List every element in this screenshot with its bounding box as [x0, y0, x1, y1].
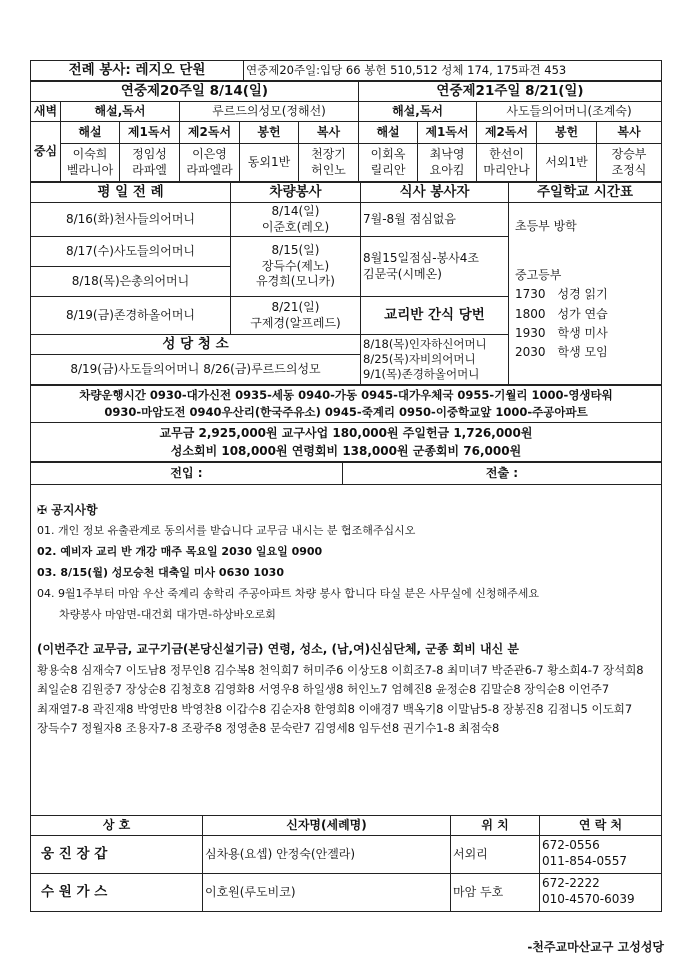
- role-header: 제1독서: [120, 122, 180, 144]
- header-table: [30, 60, 662, 81]
- vehicle-entry: 8/14(일) 이준호(레오): [231, 203, 361, 237]
- role-header: 봉헌: [537, 122, 597, 144]
- weekday-mass-item: 8/17(수)사도들의어머니: [31, 237, 231, 267]
- donors-list: 황용숙8 심재숙7 이도남8 정무인8 김수복8 천익희7 허미주6 이상도8 이희조7-8 최미녀7 박준관6-7 황소희4-7 장석희8 최일순8 김원중7 장상순8 김청호8 김영화8 서영우8 하일생8 허인노7 엄혜진8 윤정순8 김말순8 장익순8 이언주7 최재열7-8 곽진재8 박영만8 박영찬8 이갑수8 김순자8 한영희8 이애경7 백옥기8 이말남5-8 장봉진8 김점니5 이도희7 장득수7 정월자8 조용자7-8 조광주8 정영춘8 문숙란7 김영세8 임두선8 권기수1-8 최점숙8: [37, 662, 644, 736]
- move-in: 전입 :: [31, 462, 343, 484]
- parish-footer: -천주교마산교구 고성성당: [527, 940, 664, 954]
- notice-item-continued: 차량봉사 마암면-대건회 대가면-하상바오로회: [59, 607, 276, 621]
- cleaning-title: 성 당 청 소: [31, 335, 361, 355]
- week20-role-person: 정임성 라파엘: [120, 144, 180, 182]
- week21-role-person: 이회옥 릴리안: [359, 144, 418, 182]
- week21-role-person: 장승부 조정식: [597, 144, 662, 182]
- weekday-mass-item: 8/19(금)존경하올어머니: [31, 297, 231, 335]
- vehicle-header: 차량봉사: [231, 183, 361, 203]
- vehicle-entry: 8/15(일) 장득수(제노) 유경희(모니카): [231, 237, 361, 297]
- business-location: 마암 두호: [451, 873, 540, 911]
- ads-table: [30, 815, 662, 912]
- elementary-note: 초등부 방학: [515, 219, 577, 233]
- business-location: 서외리: [451, 835, 540, 873]
- schedule-table: [30, 182, 662, 385]
- notice-section: [30, 485, 662, 815]
- role-header: 해설: [61, 122, 120, 144]
- role-header: 제1독서: [418, 122, 477, 144]
- cleaning-schedule: 8/19(금)사도들의어머니 8/26(금)루르드의성모: [31, 355, 361, 385]
- meal-header: 식사 봉사자: [361, 183, 509, 203]
- notice-item: 02. 예비자 교리 반 개강 매주 목요일 2030 일요일 0900: [37, 545, 323, 559]
- business-owner: 이호원(루도비코): [203, 873, 451, 911]
- business-owner: 심차용(요셉) 안정숙(안젤라): [203, 835, 451, 873]
- move-out: 전출 :: [343, 462, 662, 484]
- role-header: 제2독서: [477, 122, 537, 144]
- week20-dawn-role: 해설,독서: [61, 102, 180, 122]
- donors-title: (이번주간 교무금, 교구기금(본당신설기금) 연령, 성소, (남,여)신심단체, 군종 회비 내신 분: [37, 641, 519, 656]
- notice-title: ✠ 공지사항: [37, 502, 98, 517]
- week21-role-person: 한선이 마리안나: [477, 144, 537, 182]
- week21-title: 연중제21주일 8/21(일): [359, 82, 662, 102]
- hymn-info: 연중제20주일:입당 66 봉헌 510,512 성체 174, 175파견 453: [244, 61, 662, 81]
- vehicle-entry: 8/21(일) 구제경(알프레드): [231, 297, 361, 335]
- bus-finance-table: [30, 385, 662, 461]
- week20-dawn-person: 루르드의성모(정해선): [180, 102, 359, 122]
- meal-item: 7월-8월 점심없음: [361, 203, 509, 237]
- bulletin-sheet: [30, 60, 662, 912]
- middle-school-title: 중고등부: [515, 268, 562, 283]
- role-header: 복사: [597, 122, 662, 144]
- snack-list: 8/18(목)인자하신어머니 8/25(목)자비의어머니 9/1(목)존경하올어머니: [361, 335, 509, 385]
- bus-schedule: 차량운행시간 0930-대가신전 0935-세동 0940-가동 0945-대가우체국 0955-기월리 1000-영생타워 0930-마암도전 0940우산리(한국주유소) 0945-죽계리 0950-이중학교앞 1000-주공아파트: [31, 386, 662, 422]
- weekday-mass-item: 8/18(목)은총의어머니: [31, 267, 231, 297]
- move-table: [30, 462, 662, 485]
- sunday-roles-table: [30, 81, 662, 182]
- dawn-label: 새벽: [31, 102, 61, 122]
- week21-dawn-role: 해설,독서: [359, 102, 477, 122]
- notice-item: 01. 개인 정보 유출관계로 동의서를 받습니다 교무금 내시는 분 협조해주십시오: [37, 524, 416, 538]
- week21-role-person: 최낙영 요아킴: [418, 144, 477, 182]
- liturgy-title: 전례 봉사: 레지오 단원: [31, 61, 244, 81]
- weekday-mass-header: 평 일 전 례: [31, 183, 231, 203]
- week21-dawn-person: 사도들의어머니(조계숙): [477, 102, 662, 122]
- meal-item: 8월15일점심-봉사4조 김문국(시메온): [361, 237, 509, 297]
- ads-header: 신자명(세례명): [203, 815, 451, 835]
- week20-role-person: 이숙희 벨라니아: [61, 144, 120, 182]
- business-name: 웅 진 장 갑: [31, 835, 203, 873]
- snack-duty-title: 교리반 간식 당번: [361, 297, 509, 335]
- finance-summary: 교무금 2,925,000원 교구사업 180,000원 주일헌금 1,726,000원 성소회비 108,000원 연령회비 138,000원 군종회비 76,000원: [31, 422, 662, 461]
- week20-title: 연중제20주일 8/14(일): [31, 82, 359, 102]
- business-name: 수 원 가 스: [31, 873, 203, 911]
- ads-header: 연 락 처: [540, 815, 662, 835]
- ads-header: 상 호: [31, 815, 203, 835]
- business-phone: 672-0556 011-854-0557: [540, 835, 662, 873]
- business-phone: 672-2222 010-4570-6039: [540, 873, 662, 911]
- mid-label: 중심: [31, 122, 61, 182]
- role-header: 제2독서: [180, 122, 240, 144]
- role-header: 복사: [299, 122, 359, 144]
- role-header: 봉헌: [240, 122, 299, 144]
- week20-role-person: 동외1반: [240, 144, 299, 182]
- week21-role-person: 서외1반: [537, 144, 597, 182]
- sunday-school-header: 주일학교 시간표: [509, 183, 662, 203]
- ads-header: 위 치: [451, 815, 540, 835]
- notice-item: 03. 8/15(월) 성모승천 대축일 미사 0630 1030: [37, 566, 284, 580]
- role-header: 해설: [359, 122, 418, 144]
- weekday-mass-item: 8/16(화)천사들의어머니: [31, 203, 231, 237]
- week20-role-person: 천장기 허인노: [299, 144, 359, 182]
- week20-role-person: 이은영 라파엘라: [180, 144, 240, 182]
- notice-item: 04. 9월1주부터 마암 우산 죽계리 송학리 주공아파트 차량 봉사 합니다 타실 분은 사무실에 신청해주세요: [37, 587, 539, 600]
- sunday-school-cell: 초등부 방학 중고등부 1730 성경 읽기 1800 성가 연습 1930 학생 미사 2030 학생 모임: [509, 203, 662, 385]
